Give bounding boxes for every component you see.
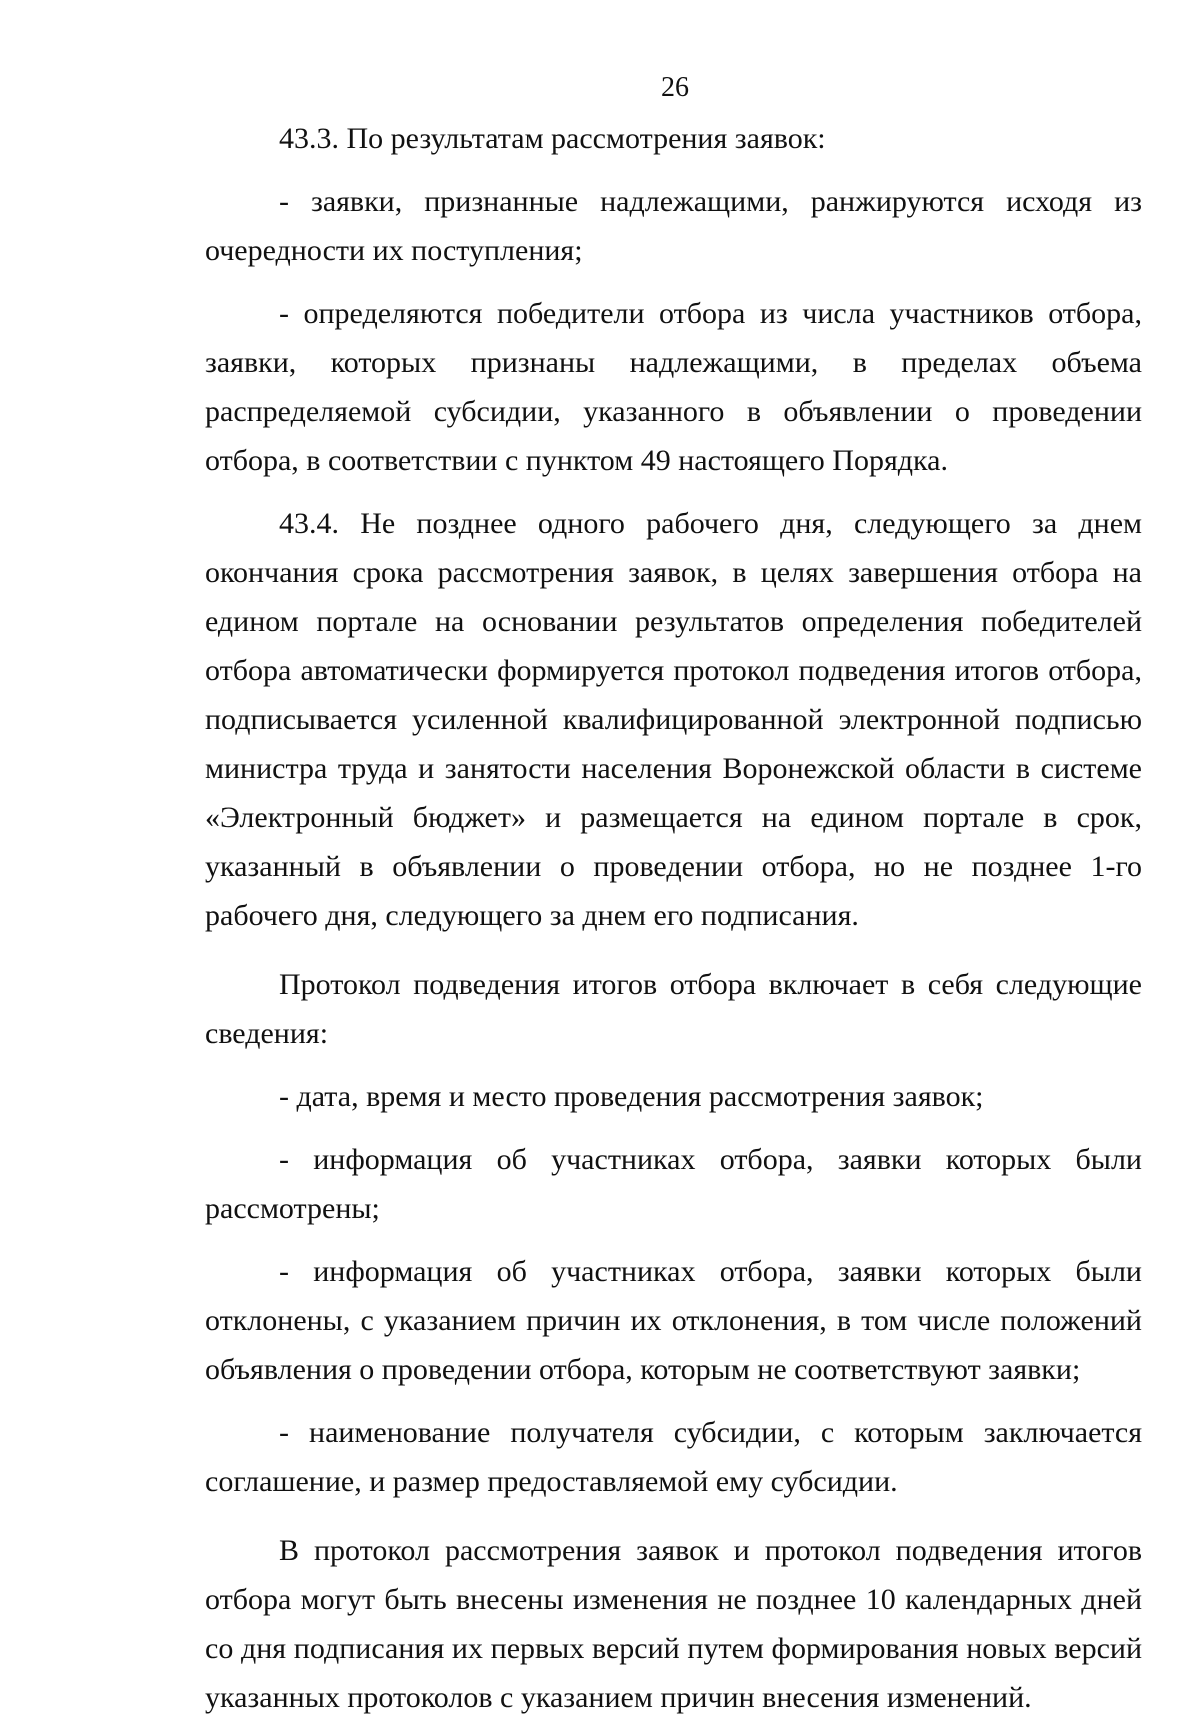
- paragraph-protocol-intro: Протокол подведения итогов отбора включает в себя следующие сведения:: [205, 968, 1142, 1050]
- list-item-date-time-place: - дата, время и место проведения рассмотрения заявок;: [279, 1080, 984, 1113]
- paragraph-ranking: - заявки, признанные надлежащими, ранжируются исходя из очередности их поступления;: [205, 185, 1142, 267]
- document-body: [205, 114, 1142, 1722]
- paragraph-43-3: 43.3. По результатам рассмотрения заявок:: [279, 122, 826, 155]
- page-number: 26: [661, 72, 689, 103]
- paragraph-protocol-changes: В протокол рассмотрения заявок и протокол подведения итогов отбора могут быть внесены изменения не позднее 10 календарных дней со дня подписания их первых версий путем формирования новых версий указанных протоколов с указанием причин внесения изменений.: [205, 1534, 1142, 1714]
- paragraph-winners: - определяются победители отбора из числа участников отбора, заявки, которых признаны надлежащими, в пределах объема распределяемой субсидии, указанного в объявлении о проведении отбора, в соответствии с пунктом 49 настоящего Порядка.: [205, 297, 1142, 477]
- list-item-recipient-name: - наименование получателя субсидии, с которым заключается соглашение, и размер предоставляемой ему субсидии.: [205, 1416, 1142, 1498]
- list-item-rejected-participants: - информация об участниках отбора, заявки которых были отклонены, с указанием причин их отклонения, в том числе положений объявления о проведении отбора, которым не соответствуют заявки;: [205, 1255, 1142, 1386]
- paragraph-43-4: 43.4. Не позднее одного рабочего дня, следующего за днем окончания срока рассмотрения заявок, в целях завершения отбора на едином портале на основании результатов определения победителей отбора автоматически формируется протокол подведения итогов отбора, подписывается усиленной квалифицированной электронной подписью министра труда и занятости населения Воронежской области в системе «Электронный бюджет» и размещается на едином портале в срок, указанный в объявлении о проведении отбора, но не позднее 1-го рабочего дня, следующего за днем его подписания.: [205, 507, 1142, 932]
- list-item-reviewed-participants: - информация об участниках отбора, заявки которых были рассмотрены;: [205, 1143, 1142, 1225]
